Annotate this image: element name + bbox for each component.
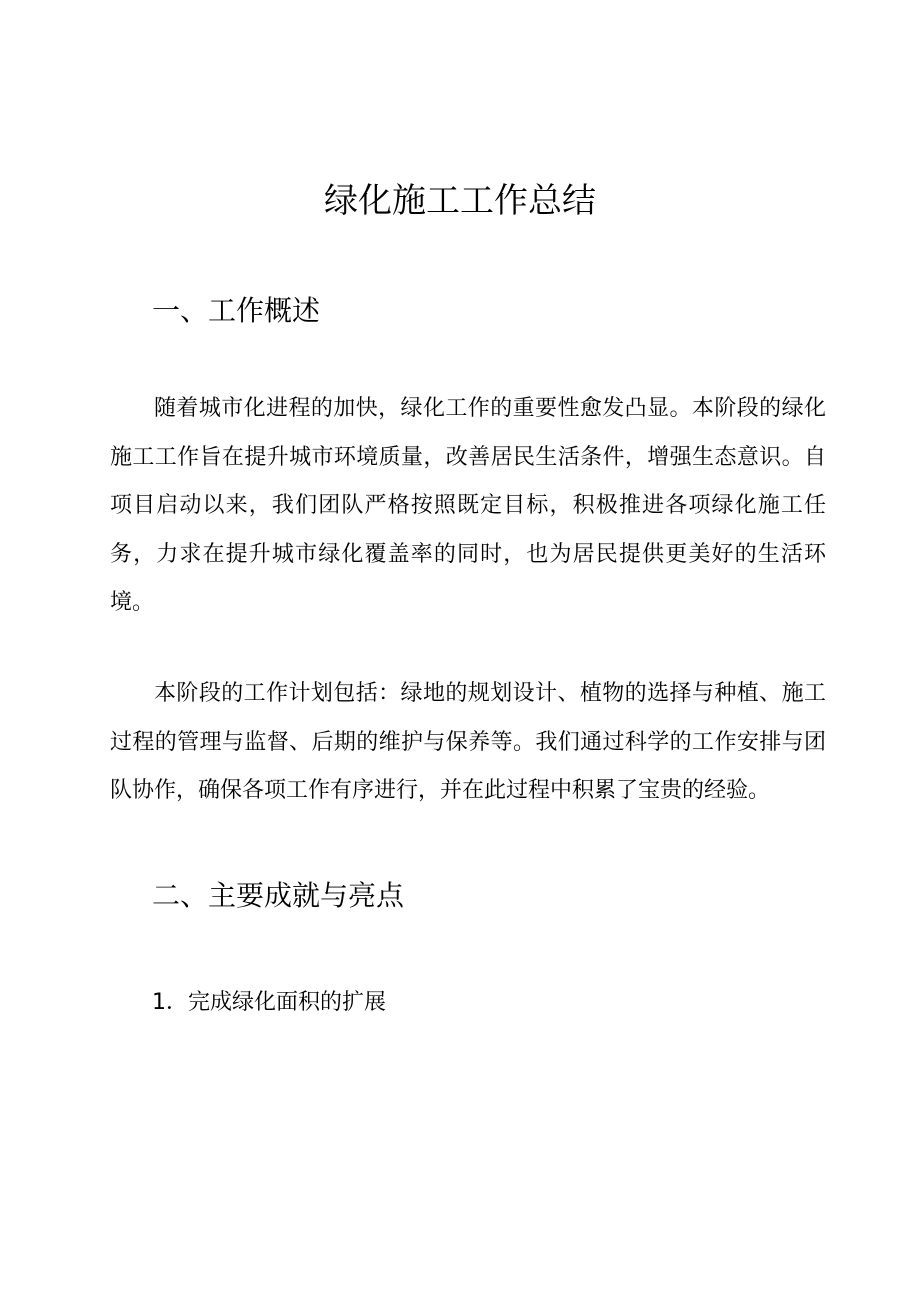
subheading-green-area-expansion: 1．完成绿化面积的扩展 (152, 990, 386, 1015)
section-heading-achievements: 二、主要成就与亮点 (152, 879, 405, 912)
document-title: 绿化施工工作总结 (324, 181, 596, 221)
paragraph-overview-1: 随着城市化进程的加快，绿化工作的重要性愈发凸显。本阶段的绿化施工工作旨在提升城市环境质量，改善居民生活条件，增强生态意识。自项目启动以来，我们团队严格按照既定目标，积极推进各项绿化施工任务，力求在提升城市绿化覆盖率的同时，也为居民提供更美好的生活环境。 (110, 396, 826, 615)
section-heading-overview: 一、工作概述 (152, 294, 321, 327)
paragraph-overview-2: 本阶段的工作计划包括：绿地的规划设计、植物的选择与种植、施工过程的管理与监督、后期的维护与保养等。我们通过科学的工作安排与团队协作，确保各项工作有序进行，并在此过程中积累了宝贵的经验。 (110, 681, 826, 803)
